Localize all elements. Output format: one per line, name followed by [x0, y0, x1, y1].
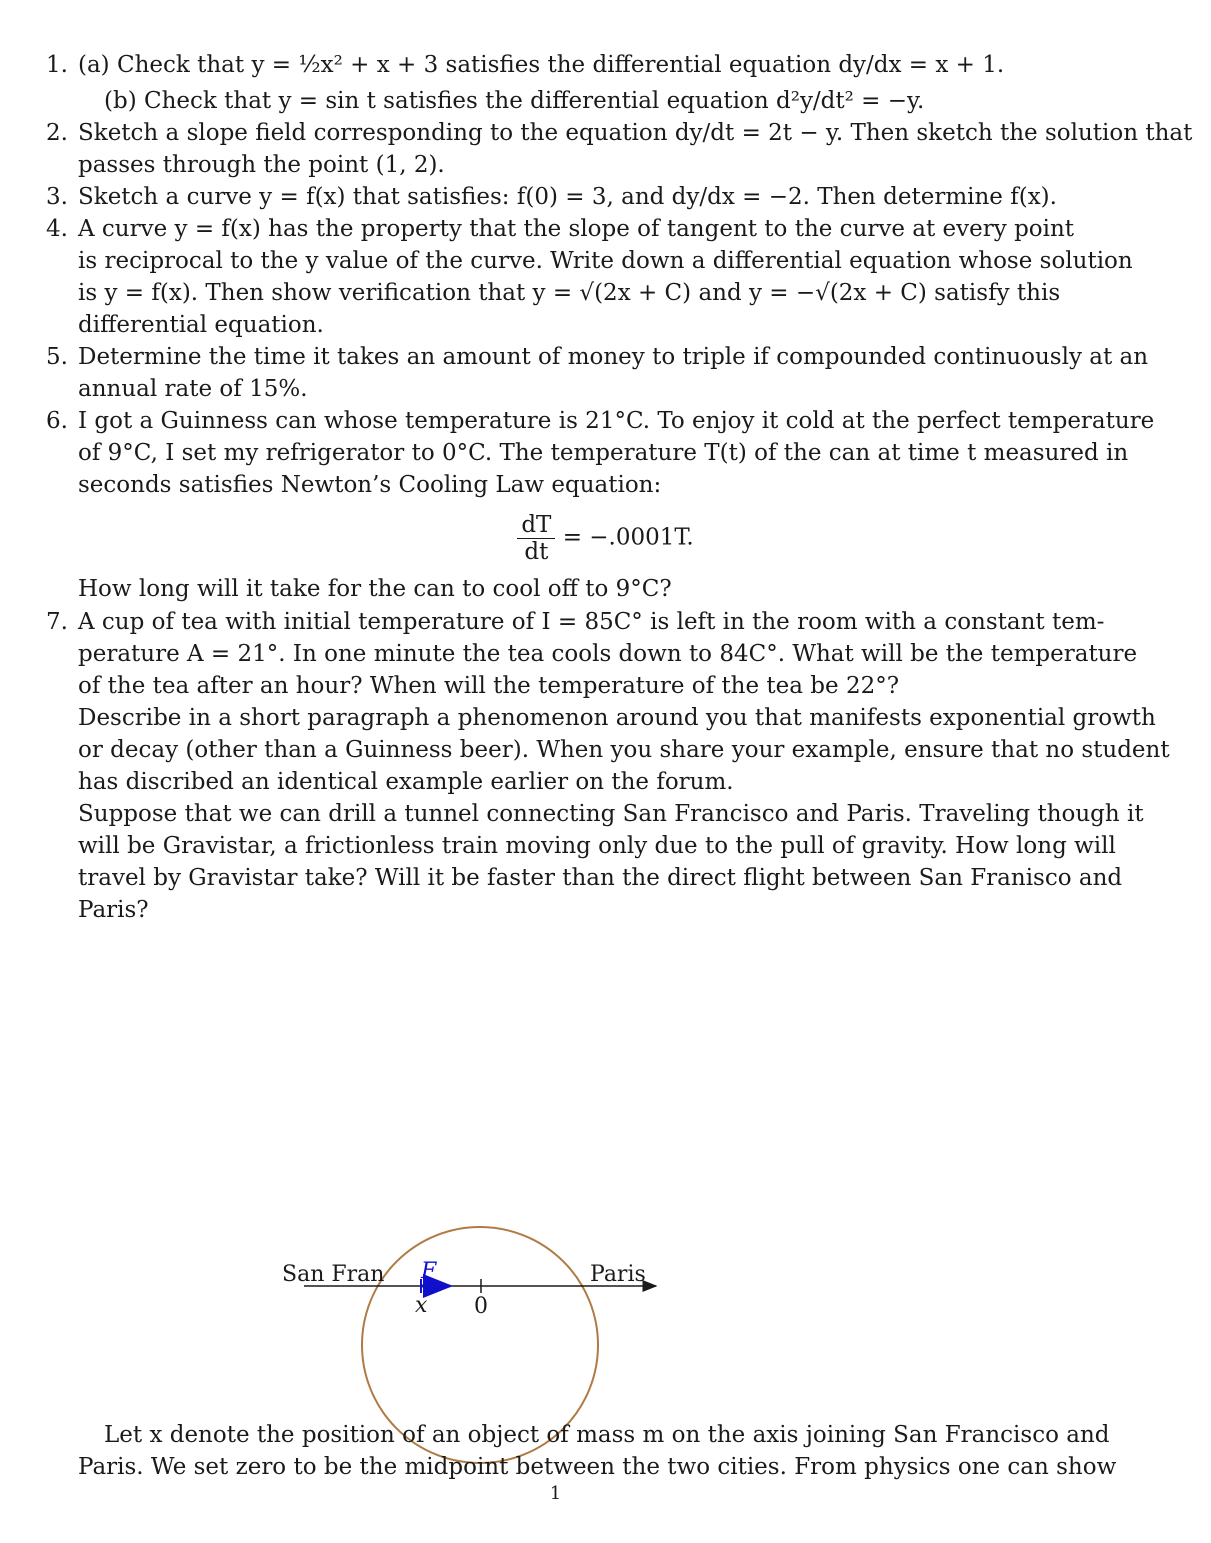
force-label: F	[421, 1259, 437, 1284]
problem-text: passes through the point (1, 2).	[78, 152, 445, 178]
problem-text: is y = f(x). Then show verification that y = √(2x + C) and y = −√(2x + C) satisfy this	[78, 280, 1061, 306]
problem-number: 3.	[46, 184, 68, 210]
problem-text: A cup of tea with initial temperature of I = 85C° is left in the room with a constant tem-	[78, 609, 1105, 635]
problem-text: (a) Check that y = ½x² + x + 3 satisfies the differential equation dy/dx = x + 1.	[78, 52, 1005, 78]
paragraph-text: Let x denote the position of an object of mass m on the axis joining San Francisco and	[104, 1422, 1110, 1448]
x-label: x	[415, 1293, 428, 1318]
equation-numerator: dT	[517, 512, 555, 539]
problem-number: 4.	[46, 216, 68, 242]
problem-text: differential equation.	[78, 312, 324, 338]
problem-text: seconds satisfies Newton’s Cooling Law equation:	[78, 472, 662, 498]
problem-number: 6.	[46, 408, 68, 434]
problem-text: of 9°C, I set my refrigerator to 0°C. The temperature T(t) of the can at time t measured in	[78, 440, 1129, 466]
paragraph-text: travel by Gravistar take? Will it be faster than the direct flight between San Franisco and	[78, 865, 1123, 891]
problem-text: of the tea after an hour? When will the temperature of the tea be 22°?	[78, 673, 900, 699]
problem-text: perature A = 21°. In one minute the tea cools down to 84C°. What will be the temperature	[78, 641, 1138, 667]
paragraph-text: Suppose that we can drill a tunnel connecting San Francisco and Paris. Traveling though it	[78, 801, 1144, 827]
equation-rhs: = −.0001T.	[562, 524, 694, 551]
problem-text: annual rate of 15%.	[78, 376, 308, 402]
problem-text: Sketch a curve y = f(x) that satisfies: f(0) = 3, and dy/dx = −2. Then determine f(x).	[78, 184, 1057, 210]
paragraph-text: Paris. We set zero to be the midpoint between the two cities. From physics one can show	[78, 1454, 1117, 1480]
problem-number: 2.	[46, 120, 68, 146]
zero-label: 0	[474, 1294, 488, 1319]
problem-text: Determine the time it takes an amount of money to triple if compounded continuously at an	[78, 344, 1149, 370]
page-number: 1	[549, 1483, 562, 1504]
paragraph-text: has discribed an identical example earlier on the forum.	[78, 769, 734, 795]
paragraph-text: will be Gravistar, a frictionless train moving only due to the pull of gravity. How long will	[78, 833, 1116, 859]
paragraph-text: Describe in a short paragraph a phenomenon around you that manifests exponential growth	[78, 705, 1156, 731]
san-francisco-label: San Fran	[282, 1262, 385, 1287]
problem-number: 7.	[46, 609, 68, 635]
equation-denominator: dt	[524, 539, 549, 565]
problem-text: (b) Check that y = sin t satisfies the differential equation d²y/dt² = −y.	[104, 88, 925, 114]
problem-text: How long will it take for the can to cool off to 9°C?	[78, 576, 672, 602]
paragraph-text: or decay (other than a Guinness beer). When you share your example, ensure that no student	[78, 737, 1170, 763]
problem-number: 1.	[46, 52, 68, 78]
problem-text: A curve y = f(x) has the property that the slope of tangent to the curve at every point	[78, 216, 1075, 242]
paris-label: Paris	[590, 1262, 646, 1287]
problem-text: Sketch a slope field corresponding to the equation dy/dt = 2t − y. Then sketch the solution that	[78, 120, 1193, 146]
problem-number: 5.	[46, 344, 68, 370]
paragraph-text: Paris?	[78, 897, 149, 923]
problem-text: I got a Guinness can whose temperature is 21°C. To enjoy it cold at the perfect temperature	[78, 408, 1155, 434]
problem-text: is reciprocal to the y value of the curve. Write down a differential equation whose solution	[78, 248, 1133, 274]
